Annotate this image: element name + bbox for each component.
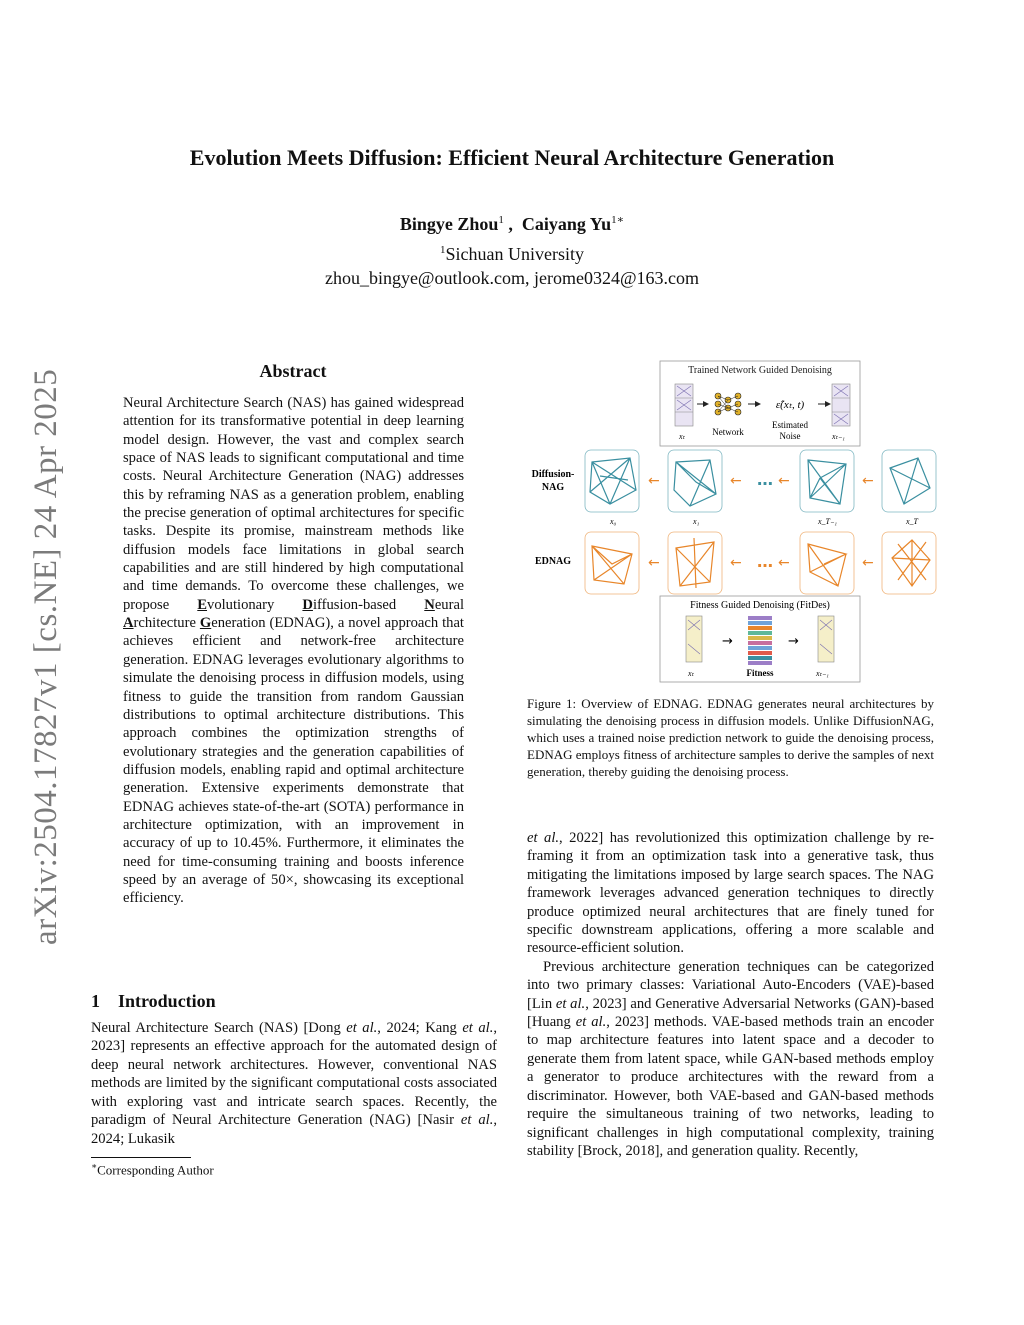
acronym-word: rchitecture [133,615,200,632]
orange-graph-x1 [668,532,722,594]
fitness-label: Fitness [746,668,774,678]
orange-graph-x0 [585,532,639,594]
network-label: Network [712,427,744,437]
bottom-box-title: Fitness Guided Denoising (FitDes) [690,600,830,611]
body-text: , 2023] methods. VAE-based methods train an encoder to map architecture features into latent space and a decoder to generate them from latent space, while GAN-based methods employ a generator to produce architectures with the reward from a discriminator. However, both VAE-based and GAN-based methods require the simultaneous training of two networks, leading to significant challenges in high computational complexity, training stability [Brock, 2018], and generation quality. Recently, [527,1014,934,1159]
citation-etal: et al. [527,830,560,846]
paper-title: Evolution Meets Diffusion: Efficient Neural Architecture Generation [189,145,835,170]
xT-label: x_T [906,517,918,526]
citation-etal: et al. [575,1014,607,1031]
top-box-title: Trained Network Guided Denoising [688,365,832,376]
teal-graph-x1 [668,450,722,512]
acronym-letter: D [302,596,313,613]
author-line [0,213,1024,235]
arch-matrix-xt [686,616,702,662]
arch-matrix-xt1 [818,616,834,662]
body-text: Neural Architecture Search (NAS) [Dong [91,1020,347,1036]
ellipsis: … [757,552,773,571]
orange-graph-xT [882,532,936,594]
citation-etal: et al. [462,1020,494,1036]
orange-graph-xT1 [800,532,854,594]
author-affil-mark: 1 [498,214,504,226]
arch-matrix-xt1 [832,384,850,426]
abstract-text: Neural Architecture Search (NAS) has gained widespread attention for its transformative potential in deep learning model design. However, the vast and complex search space of NAS leads to significant computational and time costs. Neural Architecture Generation (NAG) addresses this by reframing NAS as a generation problem, enabling the precise generation of optimal architectures for specific tasks. Despite its promise, mainstream methods like diffusion models face limitations in global search capabilities and are still hindered by high computational and time demands. To overcome these challenges, we propose [123,395,464,613]
xt1-label: xₜ₋₁ [816,669,829,678]
body-text: Previous architecture generation techniques can be categorized into two primary classes: Variational Auto-Encoders (VAE)-based [Lin [527,958,934,1012]
x1-label: x₁ [693,517,700,526]
teal-graph-x0 [585,450,639,512]
citation-etal: et al. [346,1020,378,1036]
arrow-left: ← [730,473,742,489]
abstract-text: (EDNAG), a novel approach that achieves efficient and network-free architecture generation. EDNAG leverages evolutionary algorithms to simulate the denoising process in diffusion models, using fitness to guide the transition from random Gaussian distributions to optimal architecture distributions. This approach combines the optimization strengths of evolutionary strategies and the generation capabilities of diffusion models, enabling rapid and optimal architecture generation. Extensive experiments demonstrate that EDNAG achieves state-of-the-art (SOTA) performance in architecture optimization, with an improvement in accuracy of up to 10.45%. Furthermore, it eliminates the need for time-consuming training and boosts inference speed by an average of 50×, showcasing its exceptional efficiency. [123,615,464,907]
footnote-rule [91,1157,191,1158]
abstract-heading: Abstract [259,361,327,381]
body-text: , 2023] represents an effective approach for the automated design of deep neural network architectures. However, conventional NAS methods are limited by the significant computational costs associated with exploring vast and intricate search spaces. Recently, the paradigm of Neural Architecture Generation (NAG) [Nasir [91,1020,498,1129]
affil-mark: 1 [440,244,446,256]
figure-caption: Figure 1: Overview of EDNAG. EDNAG generates neural architectures by simulating the denoising process in diffusion models. Unlike DiffusionNAG, which uses a trained noise prediction network to guide the denoising process, EDNAG employs fitness of architecture samples to derive the samples of next generation, thereby guiding the denoising process. [527,696,934,779]
body-text: , 2024; Lukasik [91,1112,497,1147]
body-text: , 2022] has revolutionized this optimization challenge by re-framing it from an optimization task into a generative task, thus mitigating the limitations imposed by large search spaces. The NAG framework leverages advanced generation techniques to directly produce optimized neural architectures that are finely tuned for specific downstream applications, offering a more scalable and resource-efficient solution. [527,830,934,957]
x0-label: x₀ [610,517,617,526]
teal-graph-xT [882,450,936,512]
section-number: 1 [91,991,100,1011]
affiliation [0,244,1024,265]
arrow-left: ← [862,555,874,571]
section-heading [91,991,234,1012]
affiliation-text: Sichuan University [445,244,584,264]
acronym-letter: A [123,615,134,632]
footnote-mark: ∗ [91,1161,98,1171]
diffusionnag-label: Diffusion- [531,469,575,480]
noise-label: Noise [779,431,801,441]
footnote [91,1161,214,1178]
acronym-letter: N [424,596,435,613]
body-text: , 2024; Kang [377,1020,463,1036]
xT1-label: x_T₋₁ [818,517,838,526]
ellipsis: … [757,470,773,489]
acronym-letter: E [197,596,208,613]
paragraph [527,829,934,958]
arxiv-side-label: arXiv:2504.17827v1 [cs.NE] 24 Apr 2025 [28,368,64,945]
author-separator: , [503,214,522,234]
paragraph [527,958,934,1160]
arrow-left: ← [778,473,790,489]
author-name: Bingye Zhou [399,214,499,234]
right-column-body [527,829,934,1160]
eps-label: ε̂(xₜ, t) [775,399,805,411]
xt-label: xₜ [688,669,694,678]
arrow-right: → [788,634,799,649]
xt-label: xₜ [679,432,685,441]
xt1-label: xₜ₋₁ [832,432,845,441]
acronym-word: eural [434,596,464,613]
arrow-left: ← [648,555,660,571]
acronym-letter: G [199,615,212,632]
ednag-label: EDNAG [534,556,572,567]
body-text: , 2023] and Generative Adversarial Networks (GAN)-based [Huang [527,995,934,1031]
section-title: Introduction [118,991,216,1011]
diffusionnag-label: NAG [541,482,565,493]
abstract-body [123,394,464,908]
citation-etal: et al. [555,995,586,1012]
arrow-left: ← [730,555,742,571]
intro-body [91,1019,497,1148]
author-affil-mark: 1∗ [611,214,625,226]
author-name: Caiyang Yu [521,214,612,234]
arrow-left: ← [862,473,874,489]
citation-etal: et al. [460,1112,494,1129]
author-emails: zhou_bingye@outlook.com, jerome0324@163.com [324,268,700,288]
acronym-word: eneration [211,615,266,632]
overview-figure [520,358,940,688]
arrow-right: → [722,634,733,649]
arrow-left: ← [648,473,660,489]
estimated-label: Estimated [772,420,808,430]
teal-graph-xT1 [800,450,854,512]
arrow-left: ← [778,555,790,571]
acronym-word: iffusion-based [312,596,425,613]
acronym-word: volutionary [207,596,303,613]
footnote-text: Corresponding Author [97,1162,214,1178]
